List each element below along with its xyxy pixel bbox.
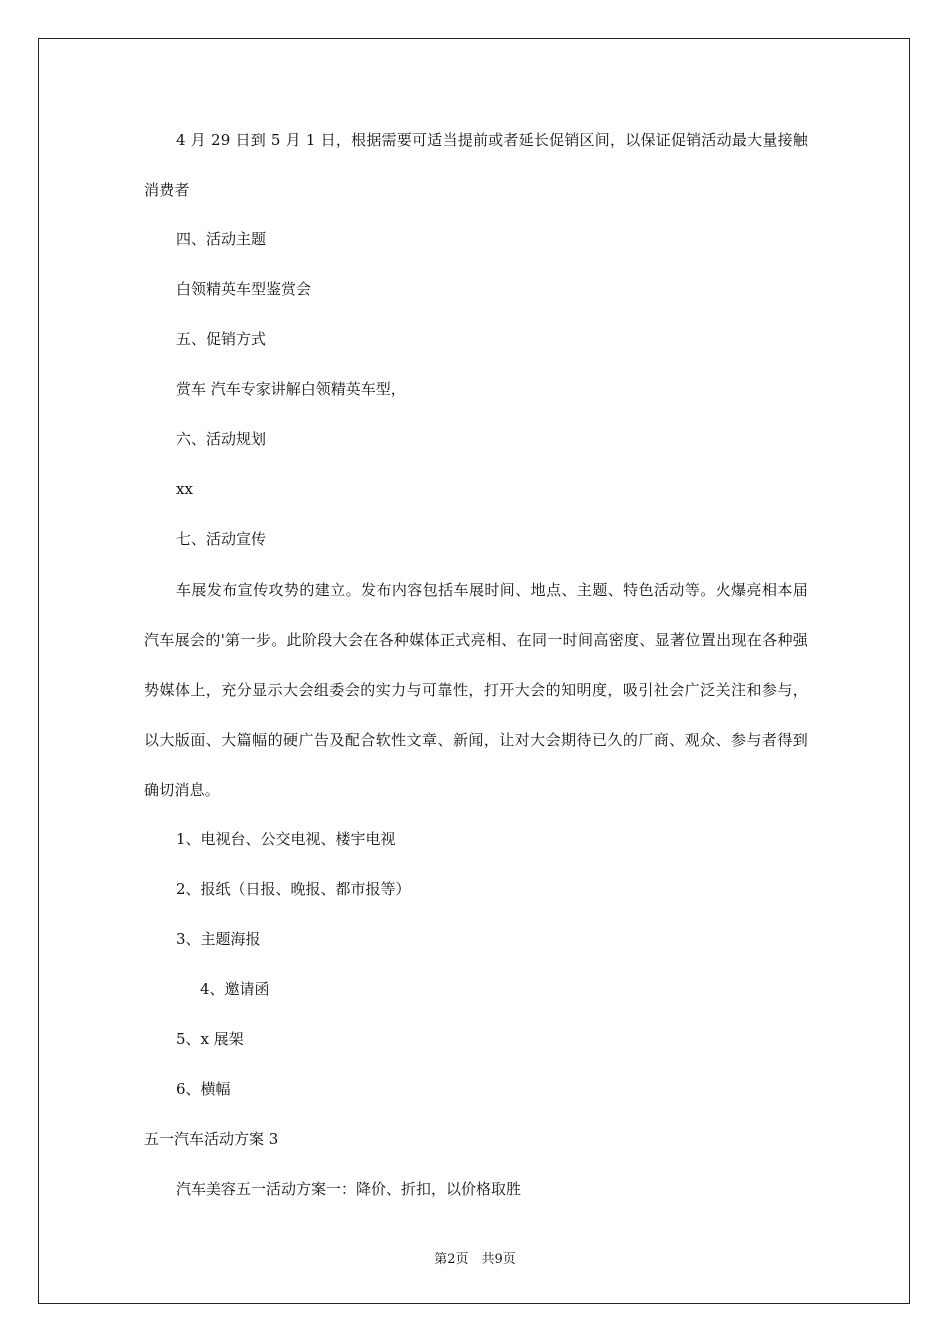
list-item-poster: 3、主题海报 xyxy=(176,930,261,948)
list-item-invitation: 4、邀请函 xyxy=(200,980,270,998)
text-activity-theme: 白领精英车型鉴赏会 xyxy=(176,280,312,298)
text-promotion-method: 赏车 汽车专家讲解白领精英车型， xyxy=(176,380,406,398)
heading-promotion-method: 五、促销方式 xyxy=(176,330,267,348)
text-plan-one: 汽车美容五一活动方案一：降价、折扣，以价格取胜 xyxy=(176,1180,522,1198)
heading-activity-publicity: 七、活动宣传 xyxy=(176,530,267,548)
paragraph-publicity: 车展发布宣传攻势的建立。发布内容包括车展时间、地点、主题、特色活动等。火爆亮相本届汽车展会的'第一步。此阶段大会在各种媒体正式亮相、在同一时间高密度、显著位置出现在各种强势媒体上，充分显示大会组委会的实力与可靠性，打开大会的知明度，吸引社会广泛关注和参与，以大版面、大篇幅的硬广告及配合软性文章、新闻，让对大会期待已久的厂商、观众、参与者得到确切消息。 xyxy=(144,581,808,799)
paragraph-promotion-period: 4 月 29 日到 5 月 1 日，根据需要可适当提前或者延长促销区间，以保证促销活动最大量接触消费者 xyxy=(144,131,808,199)
list-item-display-stand: 5、x 展架 xyxy=(176,1030,244,1048)
page-number: 第2页 共9页 xyxy=(434,1252,516,1267)
list-item-banner: 6、横幅 xyxy=(176,1080,231,1098)
document-body xyxy=(144,123,808,1223)
text-activity-plan: xx xyxy=(176,480,193,498)
heading-activity-plan: 六、活动规划 xyxy=(176,430,267,448)
list-item-newspaper: 2、报纸（日报、晚报、都市报等） xyxy=(176,880,411,898)
heading-activity-theme: 四、活动主题 xyxy=(176,230,267,248)
section-title-plan-3: 五一汽车活动方案 3 xyxy=(144,1130,279,1148)
list-item-tv: 1、电视台、公交电视、楼宇电视 xyxy=(176,830,396,848)
